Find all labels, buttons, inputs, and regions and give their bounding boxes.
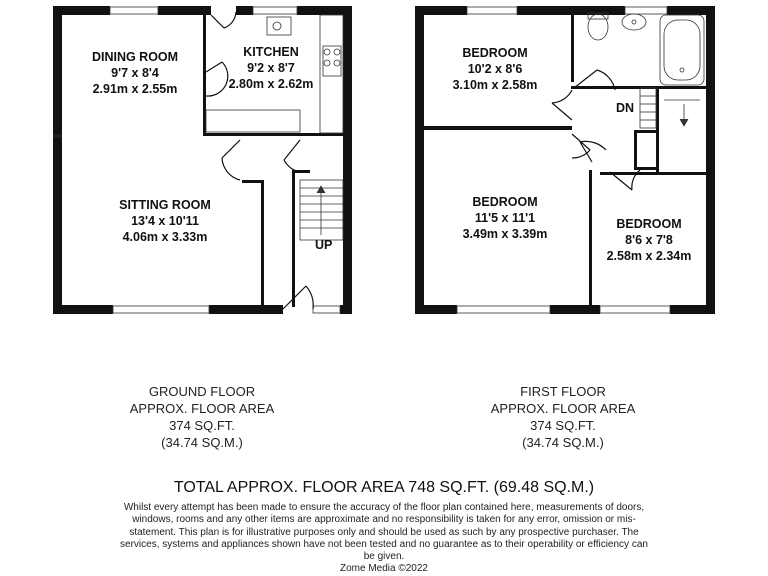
room-size-metric: 3.10m x 2.58m (452, 78, 538, 92)
stairs-up-label: UP (315, 238, 333, 252)
room-name: BEDROOM (472, 195, 538, 209)
room-size-imperial: 8'6 x 7'8 (625, 233, 673, 247)
first-floor-caption (453, 383, 673, 451)
room-size-metric: 3.49m x 3.39m (462, 227, 548, 241)
room-name: KITCHEN (243, 45, 299, 59)
room-size-metric: 2.80m x 2.62m (228, 77, 314, 91)
room-name: BEDROOM (616, 217, 682, 231)
bedroom-3-label (594, 216, 704, 264)
room-size-metric: 2.91m x 2.55m (92, 82, 178, 96)
total-floor-area: TOTAL APPROX. FLOOR AREA 748 SQ.FT. (69.48 SQ.M.) (173, 479, 595, 496)
sitting-room-label (95, 197, 235, 245)
room-size-imperial: 9'2 x 8'7 (247, 61, 295, 75)
room-size-imperial: 13'4 x 10'11 (131, 214, 199, 228)
room-name: DINING ROOM (91, 50, 179, 64)
caption-line: GROUND FLOOR (148, 384, 256, 399)
kitchen-label (211, 44, 331, 92)
dining-room-label (70, 49, 200, 97)
room-name: SITTING ROOM (119, 198, 211, 212)
caption-line: FIRST FLOOR (520, 384, 606, 399)
stairs-down-label: DN (616, 101, 635, 115)
caption-line: (34.74 SQ.M.) (522, 435, 604, 450)
caption-line: (34.74 SQ.M.) (161, 435, 243, 450)
room-size-imperial: 9'7 x 8'4 (111, 66, 159, 80)
room-name: BEDROOM (462, 46, 528, 60)
caption-line: 374 SQ.FT. (169, 418, 235, 433)
caption-line: APPROX. FLOOR AREA (490, 401, 636, 416)
ground-floor-caption (92, 383, 312, 451)
caption-line: APPROX. FLOOR AREA (129, 401, 275, 416)
room-size-imperial: 10'2 x 8'6 (467, 62, 523, 76)
caption-line: 374 SQ.FT. (530, 418, 596, 433)
credit-text: Zome Media ©2022 (340, 563, 428, 574)
bedroom-2-label (440, 194, 570, 242)
room-size-metric: 2.58m x 2.34m (606, 249, 692, 263)
bedroom-1-label (430, 45, 560, 93)
disclaimer-text: Whilst every attempt has been made to ensure the accuracy of the floor plan contained here, measurements of doors, windows, rooms and any other items are approximate and no responsibility is taken for any error, omission or mis-statement. This plan is for illustrative purposes only and should be used as such by any prospective purchaser. The services, systems and appliances shown have not been tested and no guarantee as to their operability or efficiency can be given. (120, 502, 648, 563)
room-size-metric: 4.06m x 3.33m (122, 230, 208, 244)
room-size-imperial: 11'5 x 11'1 (474, 211, 536, 225)
